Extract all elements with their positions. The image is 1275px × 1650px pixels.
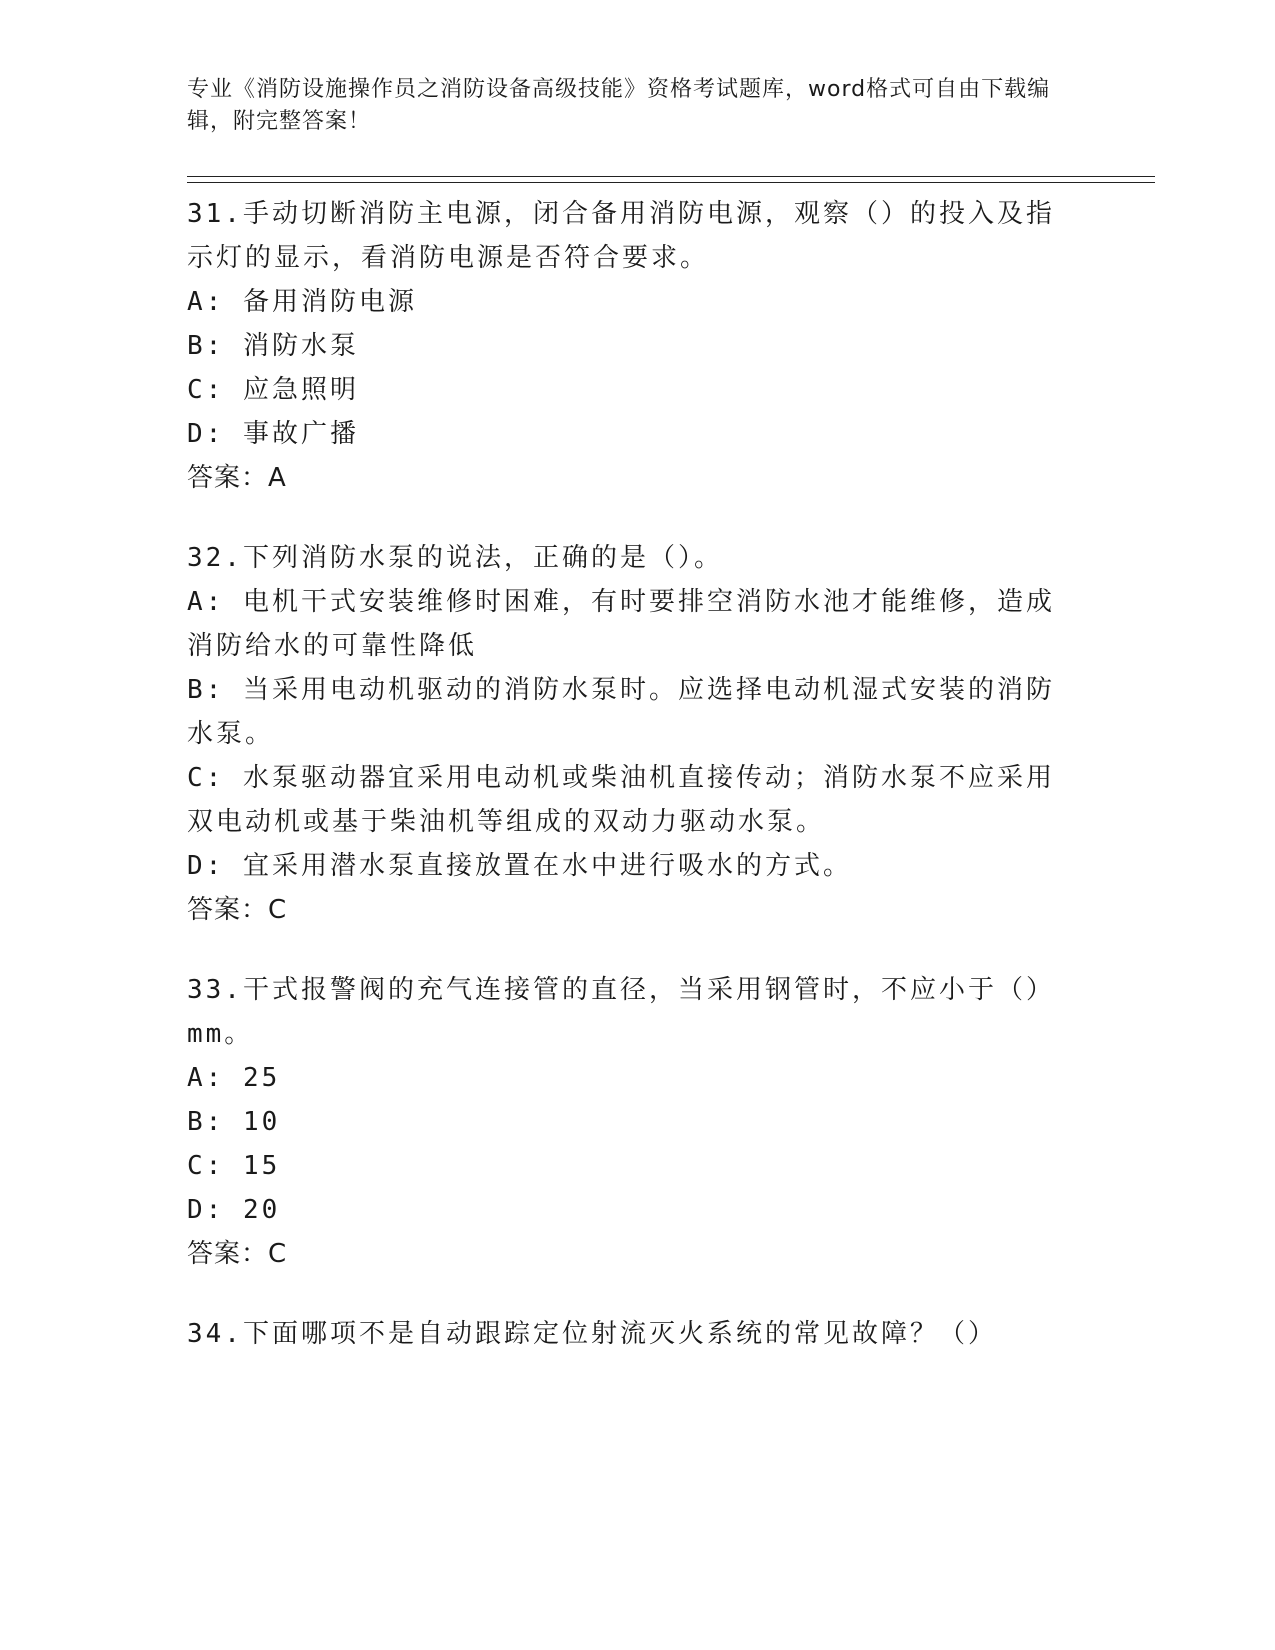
option-b: B: 当采用电动机驱动的消防水泵时。应选择电动机湿式安装的消防水泵。: [187, 675, 1055, 749]
document-header: 专业《消防设施操作员之消防设备高级技能》资格考试题库，word格式可自由下载编辑，附完整答案！: [187, 77, 1051, 134]
question-text: 33.干式报警阀的充气连接管的直径，当采用钢管时，不应小于（）mm。: [187, 975, 1055, 1049]
question-32: [187, 534, 1067, 932]
option-b: B: 消防水泵: [187, 331, 359, 361]
option-d: D: 宜采用潜水泵直接放置在水中进行吸水的方式。: [187, 851, 852, 881]
option-c: C: 应急照明: [187, 375, 359, 405]
answer: 答案：C: [187, 895, 288, 925]
question-list: [187, 190, 1067, 1390]
answer: 答案：C: [187, 1239, 288, 1269]
header-rule: [187, 176, 1155, 177]
question-31: [187, 190, 1067, 500]
option-d: D: 事故广播: [187, 419, 359, 449]
option-a: A: 25: [187, 1063, 281, 1093]
option-c: C: 水泵驱动器宜采用电动机或柴油机直接传动；消防水泵不应采用双电动机或基于柴油机等组成的双动力驱动水泵。: [187, 763, 1055, 837]
question-34: [187, 1310, 1067, 1356]
question-33: [187, 966, 1067, 1276]
option-c: C: 15: [187, 1151, 281, 1181]
question-text: 34.下面哪项不是自动跟踪定位射流灭火系统的常见故障？（）: [187, 1319, 997, 1349]
answer: 答案：A: [187, 463, 287, 493]
header-rule: [187, 182, 1155, 183]
question-text: 32.下列消防水泵的说法，正确的是（）。: [187, 543, 723, 573]
question-text: 31.手动切断消防主电源，闭合备用消防电源，观察（）的投入及指示灯的显示，看消防电源是否符合要求。: [187, 199, 1055, 273]
option-b: B: 10: [187, 1107, 281, 1137]
option-a: A: 电机干式安装维修时困难，有时要排空消防水池才能维修，造成消防给水的可靠性降低: [187, 587, 1055, 661]
option-d: D: 20: [187, 1195, 281, 1225]
option-a: A: 备用消防电源: [187, 287, 417, 317]
